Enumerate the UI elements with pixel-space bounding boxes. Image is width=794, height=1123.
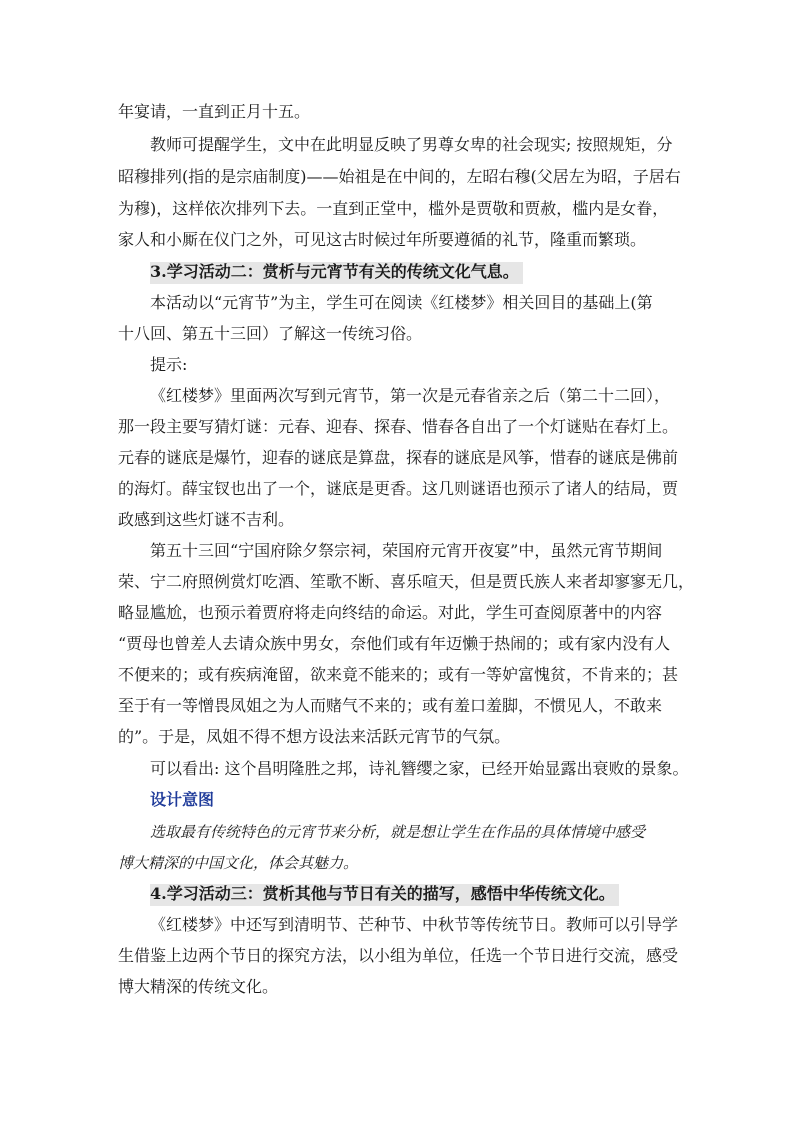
text-line: 生借鉴上边两个节日的探究方法，以小组为单位，任选一个节日进行交流，感受 — [118, 946, 679, 965]
text-line: 至于有一等憎畏凤姐之为人而赌气不来的；或有羞口羞脚，不惯见人，不敢来 — [118, 696, 663, 715]
text-line: 年宴请，一直到正月十五。 — [118, 102, 311, 121]
hint-label: 提示: — [150, 355, 188, 374]
section-heading: 3.学习活动二：赏析与元宵节有关的传统文化气息。 — [150, 262, 523, 284]
text-line: 昭穆排列(指的是宗庙制度)——始祖是在中间的，左昭右穆(父居左为昭，子居右 — [118, 167, 681, 186]
text-line: “贾母也曾差人去请众族中男女，奈他们或有年迈懒于热闹的；或有家内没有人 — [118, 634, 671, 653]
design-intent-label: 设计意图 — [150, 790, 215, 809]
text-line: 为穆)，这样依次排列下去。一直到正堂中，槛外是贾敬和贾赦，槛内是女眷， — [118, 199, 669, 218]
text-line: 十八回、第五十三回）了解这一传统习俗。 — [118, 324, 423, 343]
text-line: 第五十三回“宁国府除夕祭宗祠，荣国府元宵开夜宴”中，虽然元宵节期间 — [150, 541, 663, 560]
text-line: 那一段主要写猜灯谜：元春、迎春、探春、惜春各自出了一个灯谜贴在春灯上。 — [118, 417, 679, 436]
design-intent-text: 博大精深的中国文化，体会其魅力。 — [118, 854, 359, 872]
text-line: 政感到这些灯谜不吉利。 — [118, 510, 295, 529]
text-line: 元春的谜底是爆竹，迎春的谜底是算盘，探春的谜底是风筝，惜春的谜底是佛前 — [118, 448, 679, 467]
section-heading: 4.学习活动三：赏析其他与节日有关的描写，感悟中华传统文化。 — [150, 884, 619, 906]
text-line: 的”。于是，凤姐不得不想方设法来活跃元宵节的气氛。 — [118, 727, 511, 746]
text-line: 教师可提醒学生，文中在此明显反映了男尊女卑的社会现实; 按照规矩，分 — [150, 135, 673, 154]
text-line: 可以看出: 这个昌明隆胜之邦，诗礼簪缨之家，已经开始显露出衰败的景象。 — [150, 759, 689, 778]
text-line: 的海灯。薛宝钗也出了一个，谜底是更香。这几则谜语也预示了诸人的结局，贾 — [118, 479, 679, 498]
text-line: 《红楼梦》中还写到清明节、芒种节、中秋节等传统节日。教师可以引导学 — [150, 915, 679, 934]
text-line: 家人和小厮在仪门之外，可见这古时候过年所要遵循的礼节，隆重而繁琐。 — [118, 230, 647, 249]
text-line: 荣、宁二府照例赏灯吃酒、笙歌不断、喜乐喧天，但是贾氏族人来者却寥寥无几， — [118, 572, 695, 591]
text-line: 《红楼梦》里面两次写到元宵节，第一次是元春省亲之后（第二十二回）， — [150, 386, 671, 405]
text-line: 博大精深的传统文化。 — [118, 977, 279, 996]
text-line: 本活动以“元宵节”为主，学生可在阅读《红楼梦》相关回目的基础上(第 — [150, 293, 653, 312]
design-intent-text: 选取最有传统特色的元宵节来分析，就是想让学生在作品的具体情境中感受 — [150, 823, 646, 841]
text-line: 不便来的；或有疾病淹留，欲来竟不能来的；或有一等妒富愧贫，不肯来的；甚 — [118, 665, 679, 684]
text-line: 略显尴尬，也预示着贾府将走向终结的命运。对此，学生可查阅原著中的内容 — [118, 603, 663, 622]
